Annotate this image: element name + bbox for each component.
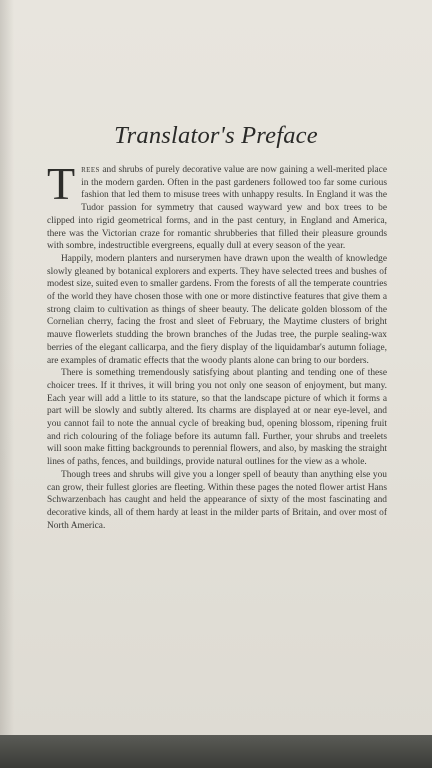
page-title: Translator's Preface (114, 122, 318, 149)
preface-body (47, 158, 388, 532)
first-word-smallcaps: rees (81, 165, 100, 175)
table-surface (0, 735, 432, 768)
paragraph-2: Happily, modern planters and nurserymen have drawn upon the wealth of knowledge slowly gleaned by botanical explorers and experts. They have selected trees and bushes of modest size, suited even to smaller gardens. From the forests of all the temperate countries of the world they have chosen those with one or more distinctive features that give them a strong claim to cultivation as things of sheer beauty. The delicate golden blossom of the Cornelian cherry, facing the frost and sleet of February, the Maytime clusters of bright mauve flowerlets studding the brown branches of the Judas tree, the purple sealing-wax berries of the elegant callicarpa, and the fiery display of the liquidambar's autumn foliage, are examples of dramatic effects that the woody plants alone can bring to our borders. (47, 253, 388, 366)
page-gutter-shadow (0, 0, 14, 735)
paragraph-4: Though trees and shrubs will give you a longer spell of beauty than anything else you can grow, their fullest glories are fleeting. Within these pages the noted flower artist Hans Schwarzenbach has caught and held the appearance of sixty of the most fascinating and decorative kinds, all of them hardy at least in the milder parts of Britain, and over most of North America. (47, 469, 387, 531)
paragraph-1-text: and shrubs of purely decorative value are now gaining a well-merited place in the modern garden. Often in the past gardeners followed too far some curious fashion that led them to misuse trees with unhappy results. In England it was the Tudor passion for symmetry that caused wayward yew and box trees to be clipped into rigid geometrical forms, and in the past century, in England and America, there was the Victorian craze for romantic shrubberies that filled their pleasure grounds with sombre, indestructible evergreens, equally dull at every season of the year. (47, 165, 387, 252)
paragraph-1 (47, 158, 387, 253)
drop-cap: T (47, 158, 76, 209)
paragraph-3: There is something tremendously satisfying about planting and tending one of these choicer trees. If it thrives, it will bring you not only one season of enjoyment, but many. Each year will add a little to its stature, so that the landscape picture of which it forms a part will be slowly and subtly altered. Its charms are displayed at or near eye-level, and you cannot fail to note the annual cycle of breaking bud, opening blossom, ripening fruit and rich colouring of the foliage before its autumn fall. Further, your shrubs and treelets will soon make fitting backgrounds to perennial flowers, and also, by masking the straight lines of paths, fences, and buildings, provide natural outlines for the view as a whole. (47, 368, 387, 468)
